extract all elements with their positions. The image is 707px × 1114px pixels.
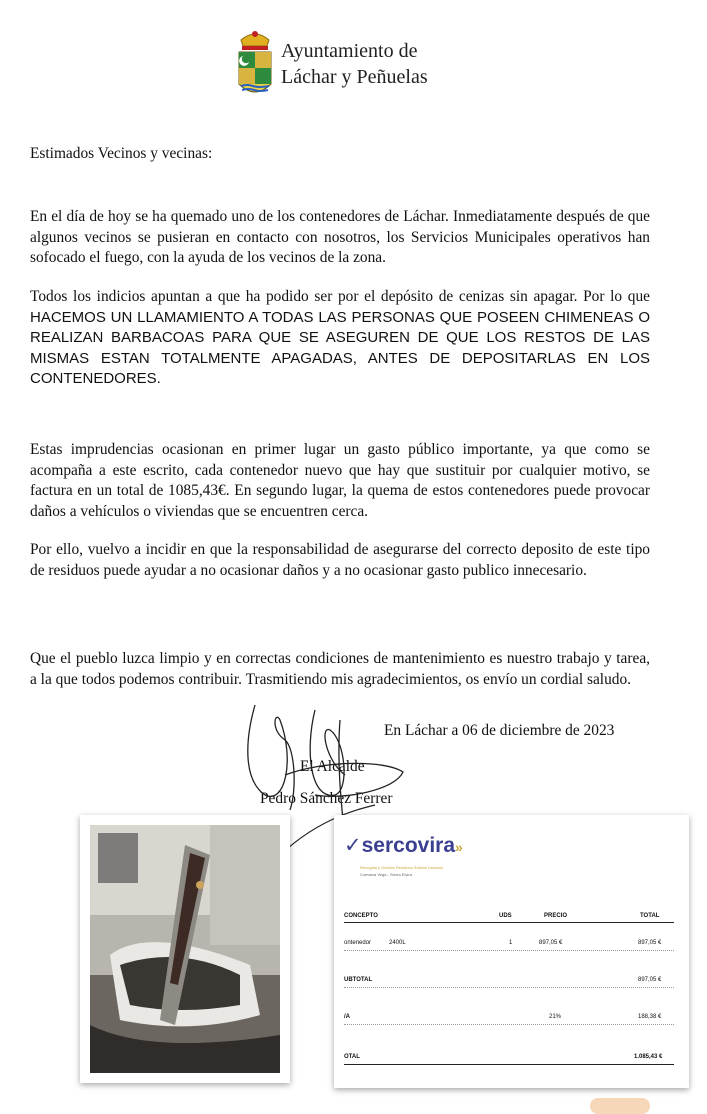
col-price: PRECIO xyxy=(544,913,568,919)
paragraph-5: Que el pueblo luzca limpio y en correctas condiciones de mantenimiento es nuestro trabajo y tarea, a la que todos podemos contribuir. Trasmitiendo mis agradecimientos, os envío un cordial saludo. xyxy=(30,650,650,688)
row1-total: 897,05 € xyxy=(638,940,662,946)
subtotal-rule xyxy=(344,987,674,988)
decorative-blob xyxy=(590,1098,650,1114)
municipal-crest-icon xyxy=(233,26,277,104)
row1-rule xyxy=(344,950,674,951)
invoice-tagline: Recogida y Gestión Residuos Sólidos Urbanos xyxy=(360,865,444,870)
invoice-brand-name: sercovira xyxy=(361,834,456,857)
col-total: TOTAL xyxy=(640,913,660,919)
col-concept: CONCEPTO xyxy=(344,913,378,919)
grand-total: 1.085,43 € xyxy=(634,1054,663,1060)
paragraph-3: Estas imprudencias ocasionan en primer lugar un gasto público importante, ya que como se acompaña a este escrito, cada contenedor nuevo que hay que sustituir por cualquier motivo, se factura en un total de 1085,43€. En segundo lugar, la quema de estos contenedores puede provocar daños a vehículos o viviendas que se encuentren cerca. xyxy=(30,441,650,520)
grand-rule xyxy=(344,1064,674,1065)
row1-units: 1 xyxy=(509,940,513,946)
vat-label: /A xyxy=(344,1014,350,1020)
vat-total: 188,38 € xyxy=(638,1014,662,1020)
paragraph-1: En el día de hoy se ha quemado uno de los contenedores de Láchar. Inmediatamente después de que algunos vecinos se pusieran en contacto con nosotros, los Servicios Municipales operativos han sofocado el fuego, con la ayuda de los vecinos de la zona. xyxy=(30,208,650,267)
row1-price: 897,05 € xyxy=(539,940,563,946)
grand-label: OTAL xyxy=(344,1054,360,1060)
row1-size: 2400L xyxy=(389,940,406,946)
paragraph-4: Por ello, vuelvo a incidir en que la responsabilidad de asegurarse del correcto deposito de este tipo de residuos puede ayudar a no ocasionar daños y a no ocasionar gasto publico innecesario. xyxy=(30,541,650,579)
greeting: Estimados Vecinos y vecinas: xyxy=(30,145,213,162)
invoice-brand: ✓sercovira» xyxy=(344,834,463,857)
vat-rule xyxy=(344,1024,674,1025)
col-units: UDS xyxy=(499,913,512,919)
subtotal-label: UBTOTAL xyxy=(344,977,373,983)
arrows-icon: » xyxy=(455,839,463,855)
burned-container-photo xyxy=(80,815,290,1083)
letterhead xyxy=(233,26,463,106)
vat-rate: 21% xyxy=(549,1014,562,1020)
header-rule xyxy=(344,922,674,923)
organization-name xyxy=(281,38,428,90)
org-line-1: Ayuntamiento de xyxy=(281,40,418,62)
invoice-image xyxy=(334,815,689,1088)
burned-container-image xyxy=(90,825,280,1073)
row1-concept: ontenedor xyxy=(344,940,372,946)
paragraph-2 xyxy=(30,287,650,390)
paragraph-2-lead: Todos los indicios apuntan a que ha podido ser por el depósito de cenizas sin apagar. Por lo que xyxy=(30,288,650,305)
subtotal-total: 897,05 € xyxy=(638,977,662,983)
invoice-area: Comarca Vega - Sierra Elvira xyxy=(360,872,412,877)
org-line-2: Láchar y Peñuelas xyxy=(281,66,428,88)
signer-role: El Alcalde xyxy=(300,758,365,775)
paragraph-2-caps: HACEMOS UN LLAMAMIENTO A TODAS LAS PERSONAS QUE POSEEN CHIMENEAS O REALIZAN BARBACOAS PARA QUE SE ASEGUREN DE QUE LOS RESTOS DE LAS MISMAS ESTAN TOTALMENTE APAGADAS, ANTES DE DEPOSITARLAS EN LOS CONTENEDORES. xyxy=(30,308,650,388)
letter-date: En Láchar a 06 de diciembre de 2023 xyxy=(384,722,615,739)
signer-name: Pedro Sánchez Ferrer xyxy=(260,790,393,807)
